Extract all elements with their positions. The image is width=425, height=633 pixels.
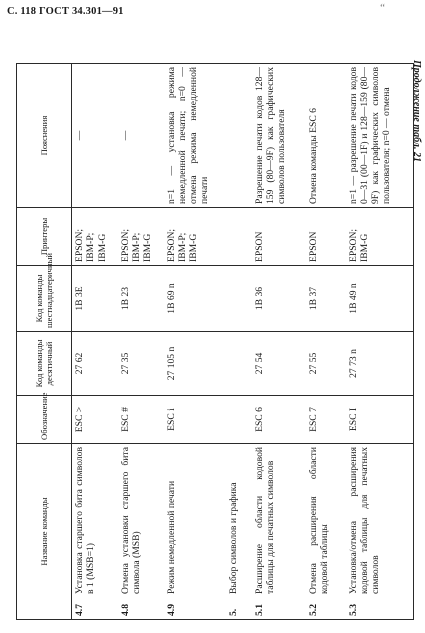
notes-cell: — (72, 64, 118, 208)
row-number: 4.7 (74, 604, 85, 616)
command-name: Установка/отмена расширения кодовой таблицы для печатных символов (347, 447, 382, 594)
notes-cell: Разрешение печати кодов 128—159 (80—9F) как графических символов пользователя (252, 64, 306, 208)
table-row (118, 64, 164, 620)
designation-cell: ESC i (164, 396, 226, 444)
dec-code-cell (226, 332, 252, 396)
dec-code-cell: 27 62 (72, 332, 118, 396)
rotated-table-sheet (16, 64, 410, 620)
name-cell (164, 444, 226, 620)
hex-code-cell: 1B 3E (72, 266, 118, 332)
row-number: 5.2 (307, 604, 319, 616)
designation-cell (226, 396, 252, 444)
table-row (226, 64, 252, 620)
row-number: 5.1 (253, 604, 265, 616)
page-header: С. 118 ГОСТ 34.301—91 (7, 6, 124, 17)
header-designation: Обозначение (17, 396, 72, 444)
row-number: 5. (227, 608, 239, 616)
header-printer: Принтеры (17, 208, 72, 266)
printer-cell: EPSON; IBM-P; IBM-G (164, 208, 226, 266)
notes-cell: n=1 — разрешение печати кодов 0—31 (00—1F) и 128—159 (80—9F) как графических символов пользователя; n=0 — отмена (346, 64, 414, 208)
table-row (306, 64, 346, 620)
command-name: Расширение области кодовой таблицы для печатных символов (253, 447, 276, 594)
row-number: 4.9 (165, 604, 177, 616)
command-name: Отмена расширения области кодовой таблицы (307, 447, 330, 594)
hex-code-cell (226, 266, 252, 332)
notes-cell: Отмена команды ESC 6 (306, 64, 346, 208)
table-row (72, 64, 118, 620)
dec-code-cell: 27 55 (306, 332, 346, 396)
hex-code-cell: 1B 23 (118, 266, 164, 332)
command-name: Выбор символов и графика (227, 482, 239, 594)
designation-cell: ESC 7 (306, 396, 346, 444)
notes-cell: — (118, 64, 164, 208)
printer-cell: EPSON (306, 208, 346, 266)
row-number: 4.8 (119, 604, 131, 616)
notes-cell (226, 64, 252, 208)
printer-cell: EPSON (252, 208, 306, 266)
designation-cell: ESC I (346, 396, 414, 444)
table-continuation-label: Продолжение табл. 21 (411, 60, 422, 163)
dec-code-cell: 27 35 (118, 332, 164, 396)
designation-cell: ESC 6 (252, 396, 306, 444)
dec-code-cell: 27 105 n (164, 332, 226, 396)
commands-table (16, 63, 414, 620)
name-cell (306, 444, 346, 620)
corner-mark: “ (380, 2, 385, 14)
hex-code-cell: 1B 69 n (164, 266, 226, 332)
designation-cell: ESC # (118, 396, 164, 444)
table-row (164, 64, 226, 620)
name-cell (118, 444, 164, 620)
printer-cell: EPSON; IBM-G (346, 208, 414, 266)
hex-code-cell: 1B 37 (306, 266, 346, 332)
hex-code-cell: 1B 36 (252, 266, 306, 332)
table-row (252, 64, 306, 620)
designation-cell: ESC > (72, 396, 118, 444)
hex-code-cell: 1B 49 n (346, 266, 414, 332)
command-name: Установка старшего бита символов в 1 (MSB=1) (74, 447, 97, 594)
command-name: Отмена установки старшего бита символа (MSB) (119, 447, 142, 594)
table-header-row (17, 64, 72, 620)
name-cell (346, 444, 414, 620)
table-row (346, 64, 414, 620)
header-hex: Код команды шестнадцатеричный (17, 266, 72, 332)
dec-code-cell: 27 54 (252, 332, 306, 396)
dec-code-cell: 27 73 n (346, 332, 414, 396)
name-cell (72, 444, 118, 620)
notes-cell: n=1 — установка режима немедленной печати; n=0 — отмена режима немедленной печати (164, 64, 226, 208)
name-cell (226, 444, 252, 620)
name-cell (252, 444, 306, 620)
header-dec: Код команды десятичный (17, 332, 72, 396)
row-number: 5.3 (347, 604, 359, 616)
printer-cell: EPSON; IBM-P; IBM-G (118, 208, 164, 266)
command-name: Режим немедленной печати (165, 480, 177, 594)
printer-cell: EPSON; IBM-P; IBM-G (72, 208, 118, 266)
header-notes: Пояснения (17, 64, 72, 208)
printer-cell (226, 208, 252, 266)
header-name: Название команды (17, 444, 72, 620)
